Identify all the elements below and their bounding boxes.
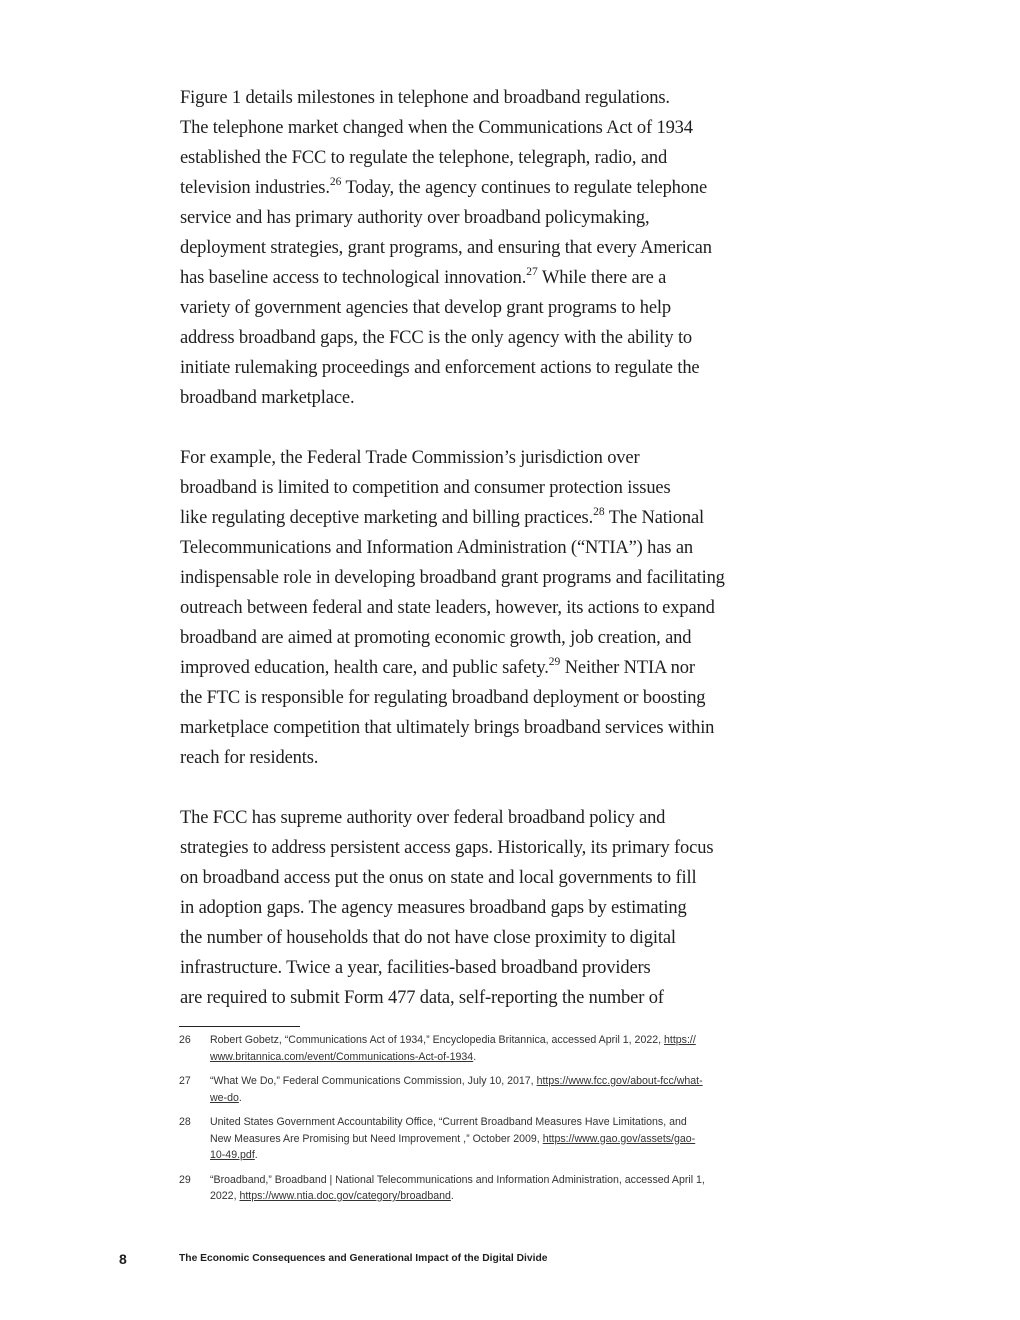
text-segment: has baseline access to technological innovation. <box>180 268 527 288</box>
footnote-link[interactable]: https://www.gao.gov/assets/gao- <box>542 1132 696 1145</box>
footnote-text <box>210 1172 789 1205</box>
running-title: The Economic Consequences and Generational Impact of the Digital Divide <box>179 1253 548 1264</box>
text-line: The telephone market changed when the Communications Act of 1934 <box>180 118 693 138</box>
footnote-line <box>210 1073 789 1090</box>
text-segment: . <box>254 1149 258 1161</box>
text-segment: While there are a <box>537 268 667 288</box>
footnote-text <box>210 1073 789 1106</box>
text-line: indispensable role in developing broadband grant programs and facilitating <box>180 568 725 588</box>
footnote-line <box>210 1147 789 1164</box>
footnote-line <box>210 1049 789 1066</box>
text-line: Figure 1 details milestones in telephone and broadband regulations. <box>180 88 670 108</box>
footnote-line: United States Government Accountability Office, “Current Broadband Measures Have Limitations, and <box>210 1116 687 1128</box>
text-line <box>180 173 800 203</box>
footnote-ref-29: 29 <box>548 655 561 668</box>
body-text <box>180 83 800 1043</box>
text-line: address broadband gaps, the FCC is the only agency with the ability to <box>180 328 693 348</box>
footnote-ref-27: 27 <box>526 265 538 278</box>
text-line: broadband are aimed at promoting economic growth, job creation, and <box>180 628 692 648</box>
footnote-ref-26: 26 <box>329 175 342 188</box>
text-line: are required to submit Form 477 data, self-reporting the number of <box>180 988 664 1008</box>
text-line: For example, the Federal Trade Commission’s jurisdiction over <box>180 448 640 468</box>
text-segment: The National <box>604 508 704 528</box>
text-segment: “What We Do,” Federal Communications Commission, July 10, 2017, <box>210 1075 537 1087</box>
footnote-divider <box>179 1026 300 1027</box>
text-segment: television industries. <box>180 178 330 198</box>
text-line <box>180 653 800 683</box>
text-line: the FTC is responsible for regulating broadband deployment or boosting <box>180 688 706 708</box>
footnote-line <box>210 1090 789 1107</box>
footnotes <box>179 1032 789 1213</box>
text-line: initiate rulemaking proceedings and enforcement actions to regulate the <box>180 358 700 378</box>
text-line: Telecommunications and Information Administration (“NTIA”) has an <box>180 538 693 558</box>
text-line: the number of households that do not have close proximity to digital <box>180 928 676 948</box>
paragraph <box>180 443 800 773</box>
footnote-29 <box>179 1172 789 1205</box>
footnote-line <box>210 1032 789 1049</box>
text-segment: New Measures Are Promising but Need Improvement ,” October 2009, <box>210 1132 543 1145</box>
text-line: established the FCC to regulate the telephone, telegraph, radio, and <box>180 148 668 168</box>
text-line: reach for residents. <box>180 748 319 768</box>
footnote-line <box>210 1188 789 1205</box>
text-segment: . <box>450 1190 454 1202</box>
text-line <box>180 263 800 293</box>
footnote-26 <box>179 1032 789 1065</box>
footnote-number: 26 <box>179 1034 191 1046</box>
text-line: deployment strategies, grant programs, and ensuring that every American <box>180 238 712 258</box>
page-number: 8 <box>119 1251 127 1267</box>
footnote-link[interactable]: we-do <box>210 1091 239 1104</box>
text-segment: 2022, <box>210 1190 240 1202</box>
footnote-line: “Broadband,” Broadband | National Telecommunications and Information Administration, accessed April 1, <box>210 1173 705 1186</box>
text-segment: Neither NTIA nor <box>560 658 695 678</box>
text-segment: Robert Gobetz, “Communications Act of 1934,” Encyclopedia Britannica, accessed April 1, 2022, <box>210 1034 665 1046</box>
text-line: strategies to address persistent access gaps. Historically, its primary focus <box>180 838 714 858</box>
footnote-link[interactable]: https:// <box>664 1034 696 1046</box>
footnote-number: 27 <box>179 1075 191 1087</box>
text-line: infrastructure. Twice a year, facilities-based broadband providers <box>180 958 651 978</box>
text-line: service and has primary authority over broadband policymaking, <box>180 208 650 228</box>
text-line: broadband is limited to competition and consumer protection issues <box>180 478 671 498</box>
text-line: in adoption gaps. The agency measures broadband gaps by estimating <box>180 898 687 918</box>
text-line <box>180 503 800 533</box>
footnote-link[interactable]: https://www.fcc.gov/about-fcc/what- <box>536 1075 703 1087</box>
paragraph <box>180 83 800 413</box>
text-line: marketplace competition that ultimately brings broadband services within <box>180 718 715 738</box>
footnote-28 <box>179 1114 789 1164</box>
footnote-text <box>210 1114 789 1164</box>
text-line: broadband marketplace. <box>180 388 355 408</box>
text-line: on broadband access put the onus on state and local governments to fill <box>180 868 697 888</box>
footnote-number: 28 <box>179 1116 191 1128</box>
text-segment: Today, the agency continues to regulate telephone <box>341 178 708 198</box>
footnote-ref-28: 28 <box>593 505 605 518</box>
text-segment: improved education, health care, and public safety. <box>180 658 549 678</box>
footnote-link[interactable]: 10-49.pdf <box>210 1149 255 1161</box>
footnote-27 <box>179 1073 789 1106</box>
text-segment: . <box>473 1050 477 1063</box>
text-line: The FCC has supreme authority over federal broadband policy and <box>180 808 666 828</box>
text-segment: like regulating deceptive marketing and billing practices. <box>180 508 594 528</box>
text-line: variety of government agencies that develop grant programs to help <box>180 298 671 318</box>
paragraph <box>180 803 800 1013</box>
footnote-line <box>210 1131 789 1148</box>
footnote-number: 29 <box>179 1173 191 1186</box>
footnote-link[interactable]: https://www.ntia.doc.gov/category/broadband <box>239 1190 451 1202</box>
footnote-text <box>210 1032 789 1065</box>
text-segment: . <box>238 1091 242 1104</box>
footnote-link[interactable]: www.britannica.com/event/Communications-Act-of-1934 <box>210 1050 474 1063</box>
text-line: outreach between federal and state leaders, however, its actions to expand <box>180 598 715 618</box>
